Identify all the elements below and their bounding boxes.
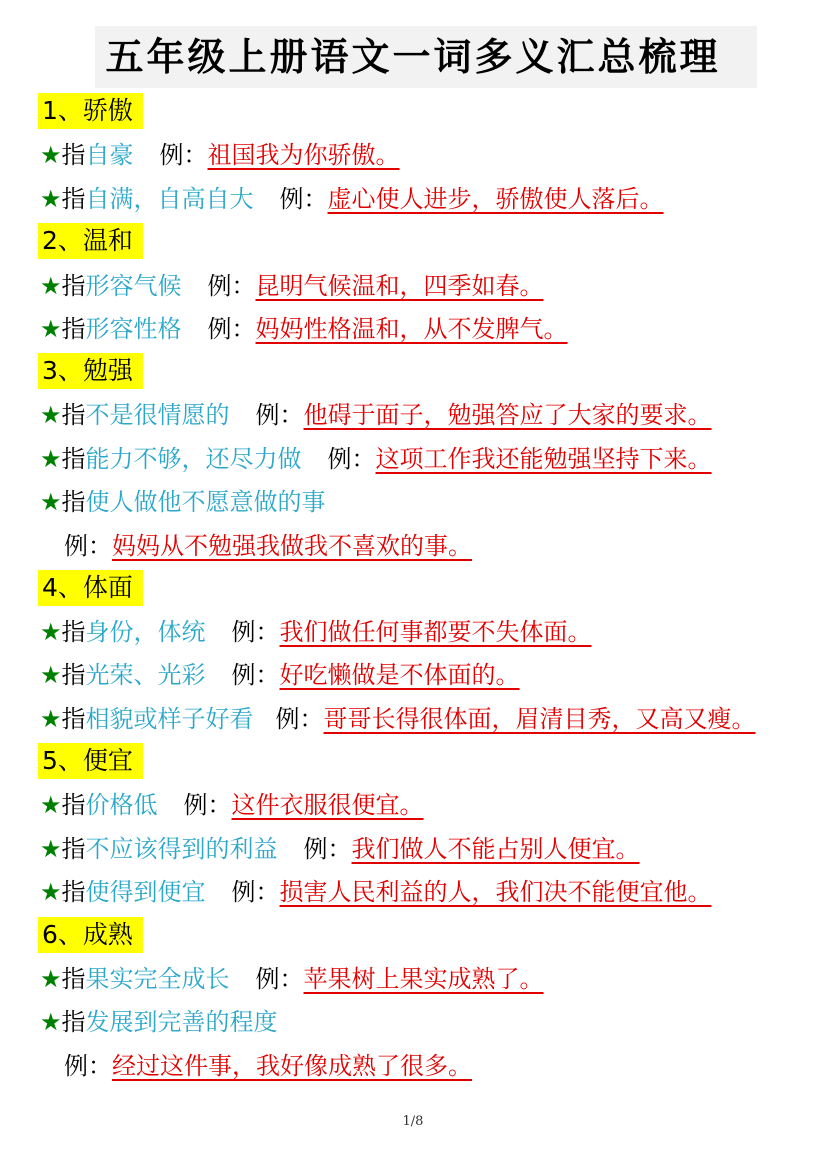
- star-icon: ★: [40, 185, 62, 213]
- sense-example: 这项工作我还能勉强坚持下来。: [375, 445, 712, 473]
- star-icon: ★: [40, 705, 62, 733]
- star-icon: ★: [40, 272, 62, 300]
- sense-meaning: 果实完全成长: [85, 965, 230, 993]
- example-label: 例：: [255, 401, 304, 429]
- sense-line: [40, 181, 664, 217]
- entry-heading: 2、温和: [38, 223, 143, 259]
- example-label: 例：: [279, 185, 328, 213]
- zhi-label: 指: [61, 488, 86, 516]
- sense-example: 经过这件事，我好像成熟了很多。: [112, 1052, 472, 1080]
- example-label: 例：: [231, 661, 280, 689]
- sense-example: 妈妈从不勉强我做我不喜欢的事。: [112, 532, 472, 560]
- star-icon: ★: [40, 791, 62, 819]
- sense-line: [40, 268, 544, 304]
- star-icon: ★: [40, 445, 62, 473]
- sense-meaning: 身份，体统: [85, 618, 206, 646]
- sense-example: 虚心使人进步，骄傲使人落后。: [327, 185, 664, 213]
- sense-line: [40, 961, 544, 997]
- example-label: 例：: [231, 878, 280, 906]
- star-icon: ★: [40, 1008, 62, 1036]
- sense-meaning: 自满，自高自大: [85, 185, 254, 213]
- sense-line: [40, 397, 712, 433]
- zhi-label: 指: [61, 878, 86, 906]
- sense-line: [40, 701, 756, 737]
- star-icon: ★: [40, 878, 62, 906]
- star-icon: ★: [40, 618, 62, 646]
- sense-example: 苹果树上果实成熟了。: [303, 965, 544, 993]
- zhi-label: 指: [61, 618, 86, 646]
- star-icon: ★: [40, 488, 62, 516]
- sense-meaning: 价格低: [85, 791, 158, 819]
- sense-meaning: 使得到便宜: [85, 878, 206, 906]
- sense-line: [40, 657, 520, 693]
- zhi-label: 指: [61, 141, 86, 169]
- entry-heading: 5、便宜: [38, 743, 143, 779]
- sense-example: 昆明气候温和，四季如春。: [255, 272, 544, 300]
- example-label: 例：: [275, 705, 324, 733]
- star-icon: ★: [40, 141, 62, 169]
- sense-example: 我们做任何事都要不失体面。: [279, 618, 592, 646]
- star-icon: ★: [40, 835, 62, 863]
- sense-example: 他碍于面子，勉强答应了大家的要求。: [303, 401, 712, 429]
- sense-meaning: 相貌或样子好看: [85, 705, 254, 733]
- star-icon: ★: [40, 315, 62, 343]
- entry-heading: 4、体面: [38, 570, 143, 606]
- zhi-label: 指: [61, 401, 86, 429]
- sense-example-line: [64, 528, 472, 564]
- sense-example: 哥哥长得很体面，眉清目秀，又高又瘦。: [323, 705, 756, 733]
- star-icon: ★: [40, 401, 62, 429]
- sense-example: 祖国我为你骄傲。: [207, 141, 400, 169]
- sense-meaning: 发展到完善的程度: [85, 1008, 278, 1036]
- entry-heading: 6、成熟: [38, 917, 143, 953]
- example-label: 例：: [183, 791, 232, 819]
- entry-heading: 1、骄傲: [38, 93, 143, 129]
- sense-line: [40, 311, 568, 347]
- zhi-label: 指: [61, 835, 86, 863]
- sense-line: [40, 1004, 278, 1040]
- sense-line: [40, 614, 592, 650]
- sense-line: [40, 484, 326, 520]
- example-label: 例：: [207, 272, 256, 300]
- star-icon: ★: [40, 661, 62, 689]
- example-label: 例：: [207, 315, 256, 343]
- sense-example: 这件衣服很便宜。: [231, 791, 424, 819]
- star-icon: ★: [40, 965, 62, 993]
- sense-example: 妈妈性格温和，从不发脾气。: [255, 315, 568, 343]
- sense-meaning: 能力不够，还尽力做: [85, 445, 302, 473]
- sense-meaning: 形容气候: [85, 272, 182, 300]
- page-title: 五年级上册语文一词多义汇总梳理: [105, 35, 721, 79]
- zhi-label: 指: [61, 965, 86, 993]
- sense-meaning: 不应该得到的利益: [85, 835, 278, 863]
- sense-line: [40, 831, 640, 867]
- sense-example-line: [64, 1048, 472, 1084]
- sense-example: 好吃懒做是不体面的。: [279, 661, 520, 689]
- sense-meaning: 使人做他不愿意做的事: [85, 488, 326, 516]
- example-label: 例：: [231, 618, 280, 646]
- page-number: 1/8: [402, 1114, 424, 1129]
- sense-line: [40, 441, 712, 477]
- entry-heading: 3、勉强: [38, 353, 143, 389]
- example-label: 例：: [64, 532, 112, 560]
- sense-meaning: 光荣、光彩: [85, 661, 206, 689]
- sense-meaning: 不是很情愿的: [85, 401, 230, 429]
- sense-meaning: 自豪: [85, 141, 134, 169]
- zhi-label: 指: [61, 661, 86, 689]
- sense-line: [40, 787, 424, 823]
- example-label: 例：: [327, 445, 376, 473]
- example-label: 例：: [303, 835, 352, 863]
- zhi-label: 指: [61, 705, 86, 733]
- sense-line: [40, 874, 712, 910]
- zhi-label: 指: [61, 445, 86, 473]
- zhi-label: 指: [61, 272, 86, 300]
- example-label: 例：: [64, 1052, 112, 1080]
- example-label: 例：: [159, 141, 208, 169]
- sense-meaning: 形容性格: [85, 315, 182, 343]
- zhi-label: 指: [61, 1008, 86, 1036]
- zhi-label: 指: [61, 185, 86, 213]
- zhi-label: 指: [61, 791, 86, 819]
- example-label: 例：: [255, 965, 304, 993]
- zhi-label: 指: [61, 315, 86, 343]
- sense-line: [40, 137, 400, 173]
- sense-example: 损害人民利益的人，我们决不能便宜他。: [279, 878, 712, 906]
- sense-example: 我们做人不能占别人便宜。: [351, 835, 640, 863]
